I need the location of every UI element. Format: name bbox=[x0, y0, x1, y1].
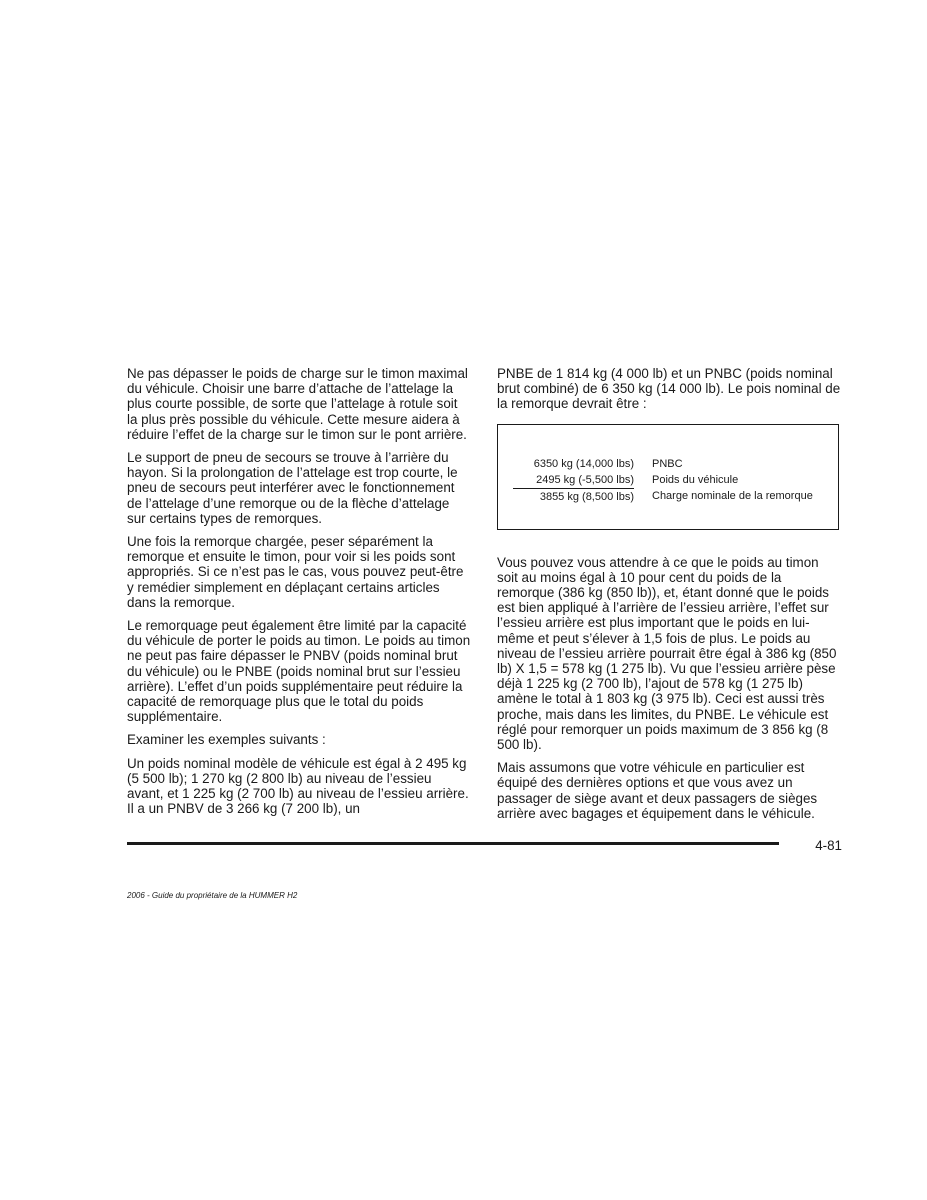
paragraph-options-passengers: Mais assumons que votre véhicule en particulier est équipé des dernières options et que vous avez un passager de siège avant et deux passagers de sièges arrière avec bagages et équipement dans le véhicule. bbox=[497, 760, 818, 821]
paragraph-spare-tire: Le support de pneu de secours se trouve à l’arrière du hayon. Si la prolongation de l’attelage est trop courte, le pneu de secours peut interférer avec le fonctionnement de l’attelage d’une remorque ou de la flèche d’attelage sur certains types de remorques. bbox=[127, 450, 458, 526]
paragraph-tongue-weight-limit: Ne pas dépasser le poids de charge sur le timon maximal du véhicule. Choisir une barre d’attache de l’attelage la plus courte possible, de sorte que l’attelage à rotule soit la plus près possible du véhicule. Cette mesure aidera à réduire l’effet de la charge sur le timon sur le pont arrière. bbox=[127, 366, 468, 442]
footer-rule bbox=[127, 842, 779, 845]
calculation-labels bbox=[652, 456, 813, 504]
left-column bbox=[127, 366, 471, 824]
calc-value-pnbc: 6350 kg (14,000 lbs) bbox=[533, 457, 634, 470]
paragraph-example-continued: PNBE de 1 814 kg (4 000 lb) et un PNBC (poids nominal brut combiné) de 6 350 kg (14 000 lb). Le pois nominal de la remorque devrait être : bbox=[497, 366, 841, 412]
calculation-values bbox=[513, 456, 634, 505]
calc-label-pnbc: PNBC bbox=[652, 457, 683, 470]
calc-label-trailer-rating: Charge nominale de la remorque bbox=[652, 489, 813, 502]
paragraph-tongue-weight-calc: Vous pouvez vous attendre à ce que le poids au timon soit au moins égal à 10 pour cent du poids de la remorque (386 kg (850 lb)), et, étant donné que le poids est bien appliqué à l’arrière de l’essieu arrière, l’effet sur l’essieu arrière est plus important que le poids en lui-même et peut s’élever à 1,5 fois de plus. Le poids au niveau de l’essieu arrière pourrait être égal à 386 kg (850 lb) X 1,5 = 578 kg (1 275 lb). Vu que l’essieu arrière pèse déjà 1 225 kg (2 700 lb), l’ajout de 578 kg (1 275 lb) amène le total à 1 803 kg (3 975 lb). Ceci est aussi très proche, mais dans les limites, du PNBE. Le véhicule est réglé pour remorquer un poids maximum de 3 856 kg (8 500 lb). bbox=[497, 554, 837, 753]
paragraph-example-vehicle: Un poids nominal modèle de véhicule est égal à 2 495 kg (5 500 lb); 1 270 kg (2 800 lb) au niveau de l’essieu avant, et 1 225 kg (2 700 lb) au niveau de l’essieu arrière. Il a un PNBV de 3 266 kg (7 200 lb), un bbox=[127, 755, 469, 817]
paragraph-weigh-trailer: Une fois la remorque chargée, peser séparément la remorque et ensuite le timon, pour voir si les poids sont appropriés. Si ce n’est pas le cas, vous pouvez peut-être y remédier simplement en déplaçant certains articles dans la remorque. bbox=[127, 534, 464, 610]
page-number: 4-81 bbox=[815, 838, 842, 853]
paragraph-tongue-capacity: Le remorquage peut également être limité par la capacité du véhicule de porter le poids au timon. Le poids au timon ne peut pas faire dépasser le PNBV (poids nominal brut du véhicule) ou le PNBE (poids nominal brut sur l’essieu arrière). L’effet d’un poids supplémentaire peut réduire la capacité de remorquage plus que le total du poids supplémentaire. bbox=[127, 618, 471, 725]
right-column bbox=[497, 366, 841, 829]
calc-label-vehicle-weight: Poids du véhicule bbox=[652, 473, 739, 486]
weight-calculation-box bbox=[497, 424, 839, 530]
calc-value-vehicle-weight: 2495 kg (-5,500 lbs) bbox=[513, 472, 634, 489]
paragraph-examples-intro: Examiner les exemples suivants : bbox=[127, 732, 326, 748]
calc-value-trailer-rating: 3855 kg (8,500 lbs) bbox=[539, 490, 634, 503]
footer-document-title: 2006 - Guide du propriétaire de la HUMMER H2 bbox=[127, 891, 298, 900]
